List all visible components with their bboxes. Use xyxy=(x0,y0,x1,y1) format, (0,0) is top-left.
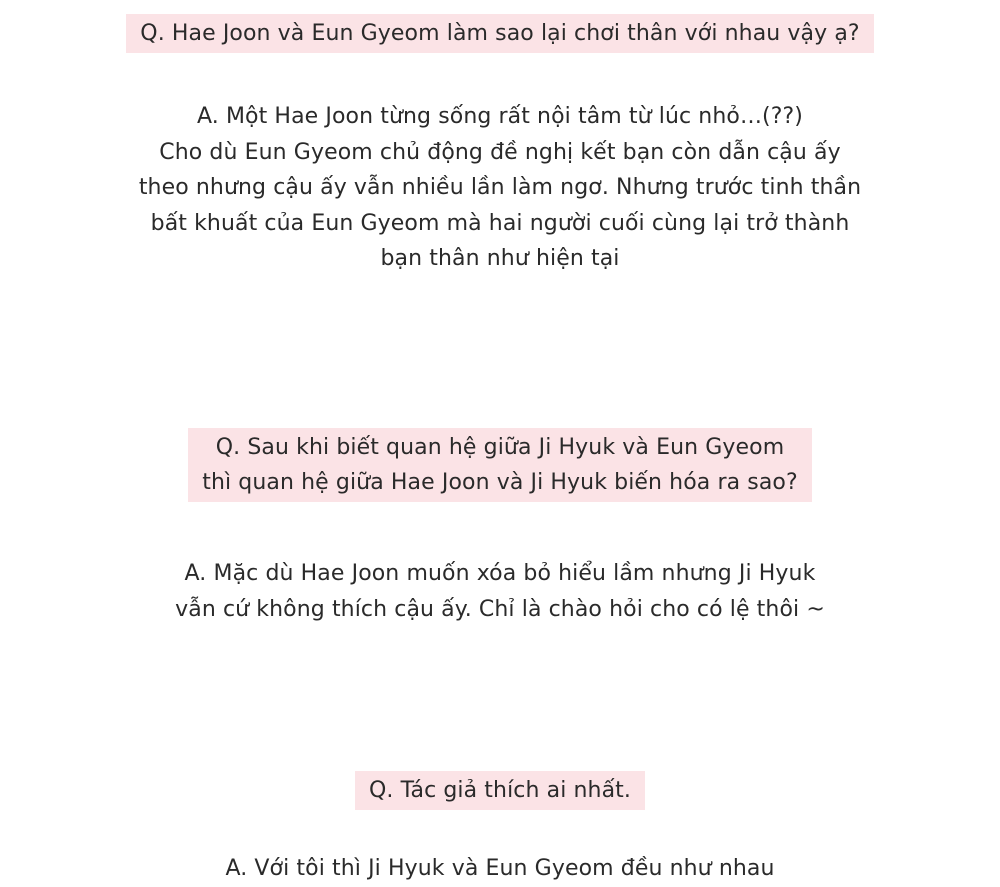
question-1-highlight xyxy=(126,14,873,53)
question-2 xyxy=(0,428,1000,502)
answer-1-line-3: theo nhưng cậu ấy vẫn nhiều lần làm ngơ. Nhưng trước tinh thần xyxy=(138,175,862,200)
question-1 xyxy=(0,14,1000,53)
answer-1-line-1: A. Một Hae Joon từng sống rất nội tâm từ lúc nhỏ…(??) xyxy=(197,104,803,129)
answer-3 xyxy=(0,851,1000,887)
answer-2 xyxy=(0,556,1000,627)
answer-2-line-2: vẫn cứ không thích cậu ấy. Chỉ là chào hỏi cho có lệ thôi ~ xyxy=(175,596,825,622)
question-2-line-2: thì quan hệ giữa Hae Joon và Ji Hyuk biến hóa ra sao? xyxy=(202,470,798,495)
answer-1-line-5: bạn thân như hiện tại xyxy=(380,246,620,271)
question-1-line-1: Q. Hae Joon và Eun Gyeom làm sao lại chơi thân với nhau vậy ạ? xyxy=(140,21,860,46)
question-2-highlight xyxy=(188,428,812,502)
answer-3-line-1: A. Với tôi thì Ji Hyuk và Eun Gyeom đều như nhau xyxy=(225,856,775,881)
answer-1-line-4: bất khuất của Eun Gyeom mà hai người cuối cùng lại trở thành xyxy=(150,210,850,236)
answer-1-line-2: Cho dù Eun Gyeom chủ động đề nghị kết bạn còn dẫn cậu ấy xyxy=(159,139,841,165)
answer-1 xyxy=(0,99,1000,277)
answer-2-line-1: A. Mặc dù Hae Joon muốn xóa bỏ hiểu lầm nhưng Ji Hyuk xyxy=(184,561,816,586)
question-3 xyxy=(0,771,1000,810)
question-2-line-1: Q. Sau khi biết quan hệ giữa Ji Hyuk và Eun Gyeom xyxy=(215,435,785,460)
question-3-line-1: Q. Tác giả thích ai nhất. xyxy=(368,778,631,803)
question-3-highlight xyxy=(355,771,645,810)
